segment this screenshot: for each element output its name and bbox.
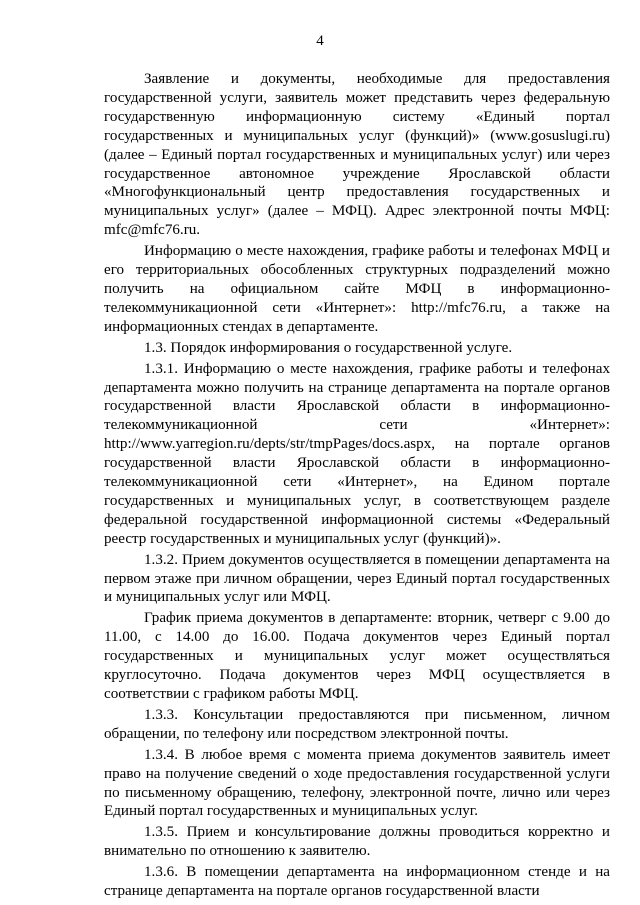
paragraph-1-3-5: 1.3.5. Прием и консультирование должны проводиться корректно и внимательно по отношению к заявителю.	[104, 824, 610, 860]
paragraph-section-1-3: 1.3. Порядок информирования о государственной услуге.	[144, 339, 513, 356]
paragraph-1-3-4: 1.3.4. В любое время с момента приема документов заявитель имеет право на получение сведений о ходе предоставления государственной услуги по письменному обращению, телефону, электронной почте, лично или через Единый портал государственных и муниципальных услуг.	[104, 746, 610, 820]
paragraph-1-3-3: 1.3.3. Консультации предоставляются при письменном, личном обращении, по телефону или посредством электронной почты.	[104, 706, 610, 742]
paragraph-1-3-1: 1.3.1. Информацию о месте нахождения, графике работы и телефонах департамента можно получить на странице департамента на портале органов государственной власти Ярославской области в информационно-телекоммуникационной сети «Интернет»: http://www.yarregion.ru/depts/str/tmpPages/docs.aspx, на портале органов государственной власти Ярославской области в информационно-телекоммуникационной сети «Интернет», на Едином портале государственных и муниципальных услуг, в соответствующем разделе федеральной государственной информационной системы «Федеральный реестр государственных и муниципальных услуг (функций)».	[104, 360, 610, 547]
paragraph-mfc-info: Информацию о месте нахождения, графике работы и телефонах МФЦ и его территориальных обособленных структурных подразделений можно получить на официальном сайте МФЦ в информационно-телекоммуникационной сети «Интернет»: http://mfc76.ru, а также на информационных стендах в департаменте.	[104, 243, 610, 335]
paragraph-1-3-2: 1.3.2. Прием документов осуществляется в помещении департамента на первом этаже при личном обращении, через Единый портал государственных и муниципальных услуг или МФЦ.	[104, 551, 610, 606]
page-number: 4	[316, 33, 324, 49]
paragraph-1-3-6: 1.3.6. В помещении департамента на информационном стенде и на странице департамента на портале органов государственной власти	[104, 864, 610, 900]
paragraph-application-documents: Заявление и документы, необходимые для предоставления государственной услуги, заявитель может представить через федеральную государственную информационную систему «Единый портал государственных и муниципальных услуг (функций)» (www.gosuslugi.ru) (далее – Единый портал государственных и муниципальных услуг) или через государственное автономное учреждение Ярославской области «Многофункциональный центр предоставления государственных и муниципальных услуг» (далее – МФЦ). Адрес электронной почты МФЦ: mfc@mfc76.ru.	[104, 71, 610, 239]
paragraph-schedule: График приема документов в департаменте: вторник, четверг с 9.00 до 11.00, с 14.00 до 16.00. Подача документов через Единый портал государственных и муниципальных услуг может осуществляться круглосуточно. Подача документов через МФЦ осуществляется в соответствии с графиком работы МФЦ.	[104, 610, 610, 702]
document-body	[104, 70, 610, 901]
